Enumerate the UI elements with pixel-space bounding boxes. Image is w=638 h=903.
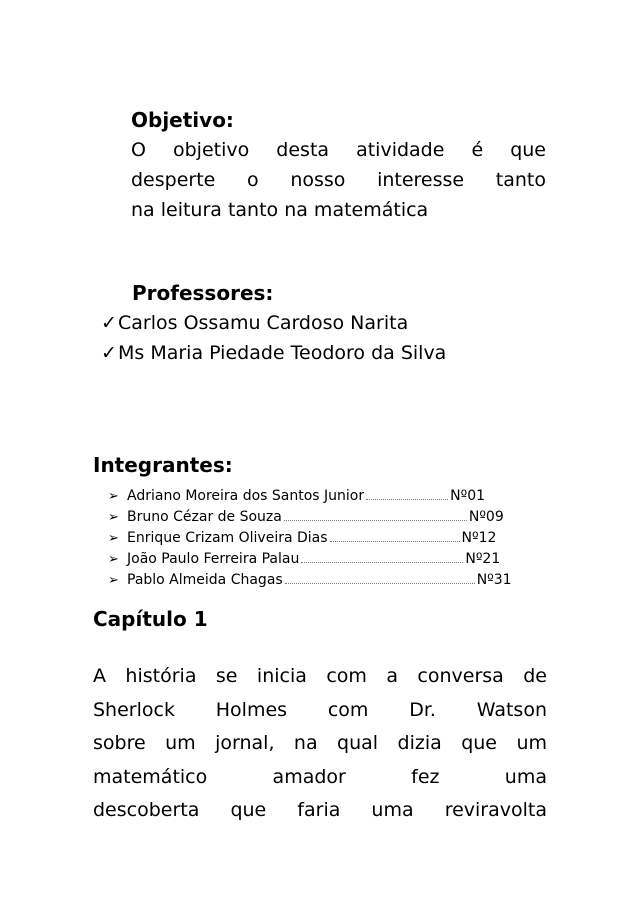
objective-line: na leitura tanto na matemática bbox=[131, 199, 429, 221]
dot-leader bbox=[285, 571, 475, 584]
members-heading: Integrantes: bbox=[93, 453, 233, 477]
objective-section bbox=[131, 105, 546, 225]
professor-item bbox=[100, 308, 446, 338]
arrow-bullet-icon: ➢ bbox=[108, 573, 119, 588]
member-number: Nº09 bbox=[468, 509, 504, 525]
check-icon: ✓ bbox=[101, 342, 117, 364]
member-name: Enrique Crizam Oliveira Dias bbox=[127, 530, 328, 546]
arrow-bullet-icon: ➢ bbox=[108, 510, 119, 525]
member-name: Pablo Almeida Chagas bbox=[127, 572, 283, 588]
professor-item bbox=[100, 338, 446, 368]
professors-list bbox=[100, 308, 446, 368]
member-name: Adriano Moreira dos Santos Junior bbox=[127, 488, 365, 504]
member-number: Nº31 bbox=[476, 572, 512, 588]
member-name: João Paulo Ferreira Palau bbox=[127, 551, 300, 567]
members-section bbox=[93, 448, 553, 591]
check-icon: ✓ bbox=[101, 312, 117, 334]
chapter-line: sobre um jornal, na qual dizia que um bbox=[93, 732, 547, 754]
professor-name: Carlos Ossamu Cardoso Narita bbox=[118, 312, 409, 334]
member-number: Nº01 bbox=[450, 488, 486, 504]
member-number: Nº12 bbox=[461, 530, 497, 546]
objective-line: desperte o nosso interesse tanto bbox=[131, 169, 546, 191]
professors-heading: Professores: bbox=[132, 281, 274, 305]
dot-leader bbox=[284, 508, 467, 521]
arrow-bullet-icon: ➢ bbox=[108, 489, 119, 504]
member-number: Nº21 bbox=[465, 551, 501, 567]
dot-leader bbox=[366, 487, 448, 500]
dot-leader bbox=[330, 529, 460, 542]
arrow-bullet-icon: ➢ bbox=[108, 552, 119, 567]
dot-leader bbox=[301, 550, 463, 563]
member-item bbox=[108, 507, 553, 528]
member-item bbox=[108, 486, 553, 507]
chapter-line: descoberta que faria uma reviravolta bbox=[93, 799, 547, 821]
member-item bbox=[108, 549, 553, 570]
member-name: Bruno Cézar de Souza bbox=[127, 509, 282, 525]
objective-text bbox=[131, 135, 546, 225]
chapter-line: Sherlock Holmes com Dr. Watson bbox=[93, 698, 547, 721]
professors-section bbox=[100, 278, 446, 368]
professor-name: Ms Maria Piedade Teodoro da Silva bbox=[118, 342, 447, 364]
chapter-text bbox=[93, 660, 547, 828]
objective-line: O objetivo desta atividade é que bbox=[131, 139, 546, 161]
objective-heading: Objetivo: bbox=[131, 108, 234, 132]
arrow-bullet-icon: ➢ bbox=[108, 531, 119, 546]
member-item bbox=[108, 570, 553, 591]
chapter-line: A história se inicia com a conversa de bbox=[93, 665, 547, 687]
chapter-line: matemático amador fez uma bbox=[93, 765, 547, 788]
member-item bbox=[108, 528, 553, 549]
members-list bbox=[93, 486, 553, 591]
chapter-heading: Capítulo 1 bbox=[93, 607, 208, 631]
